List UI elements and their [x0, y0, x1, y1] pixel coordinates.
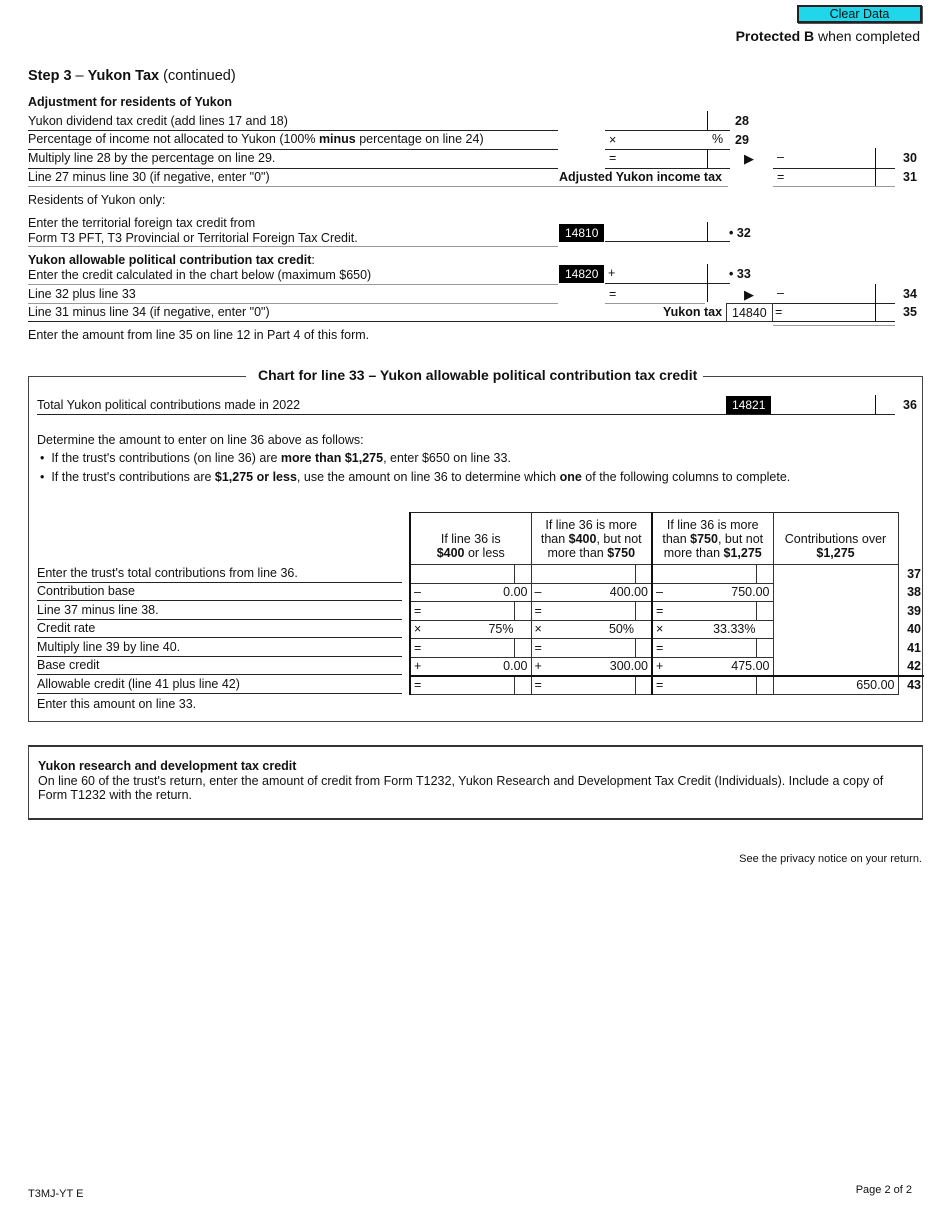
line-29-input[interactable]: [622, 132, 707, 148]
row-39-col-1[interactable]: [410, 602, 514, 621]
row-41-col-1[interactable]: [410, 639, 514, 658]
rate-value: 75%: [488, 622, 514, 637]
cents-divider: [875, 284, 876, 322]
divider: [37, 582, 402, 583]
line-31-input[interactable]: [790, 170, 874, 186]
col-4-blank: [773, 565, 898, 676]
row-40-col-3: [652, 620, 773, 639]
line-number-39: 39: [907, 603, 921, 618]
row-41-col-2[interactable]: [531, 639, 635, 658]
privacy-notice: See the privacy notice on your return.: [739, 853, 922, 865]
line-34-label: Line 32 plus line 33: [28, 287, 136, 301]
equals-operator: =: [656, 678, 664, 692]
equals-operator: =: [777, 170, 785, 184]
field-code-14840: 14840: [726, 303, 773, 322]
row-label-41: Multiply line 39 by line 40.: [37, 640, 181, 654]
row-38-col-3: [652, 583, 773, 602]
text: If line 36 is: [440, 532, 501, 546]
row-43-col-2[interactable]: [531, 676, 635, 695]
plus-operator: +: [608, 266, 616, 280]
cents-cell[interactable]: [514, 639, 531, 658]
line-33-input[interactable]: [620, 266, 706, 282]
row-39-col-2[interactable]: [531, 602, 635, 621]
line-number: 32: [736, 226, 751, 240]
line-number-28: 28: [735, 114, 749, 128]
cents-divider: [707, 222, 708, 241]
line-35-input[interactable]: [790, 305, 874, 321]
text-bold: more than $1,275: [280, 451, 384, 465]
equals-operator: =: [534, 678, 542, 692]
line-28-underline: [605, 130, 730, 131]
row-38-col-2: [531, 583, 652, 602]
text: If the trust's contributions are: [51, 470, 215, 484]
line-35-double-underline: [773, 325, 895, 326]
row-label-38: Contribution base: [37, 584, 135, 598]
clear-data-button[interactable]: Clear Data: [797, 5, 922, 23]
row-42-col-1: [410, 657, 531, 676]
line-36-underline: [37, 414, 895, 415]
line-30-left-underline: [605, 168, 730, 169]
protected-b-suffix: when completed: [814, 28, 920, 44]
text: , enter $650 on line 33.: [383, 451, 511, 465]
line-29-label: [28, 132, 484, 147]
line-number-43: 43: [907, 678, 921, 693]
line-34-input[interactable]: [790, 287, 874, 303]
row-42-col-3: [652, 657, 773, 676]
line-28-label: Yukon dividend tax credit (add lines 17 and 18): [28, 114, 288, 128]
minus-operator: –: [777, 150, 784, 164]
line-28-input[interactable]: [607, 113, 705, 129]
label-line-1: Enter the territorial foreign tax credit from: [28, 216, 256, 230]
equals-operator: =: [534, 603, 542, 618]
line-32-input[interactable]: [608, 224, 706, 240]
plus-operator: +: [656, 659, 664, 673]
label-text: Percentage of income not allocated to Yukon (100%: [28, 132, 319, 146]
equals-operator: =: [775, 305, 783, 319]
line-31-underline: [773, 186, 895, 187]
line-number-37: 37: [907, 566, 921, 581]
value: 475.00: [731, 659, 770, 673]
text-bold: $750: [607, 546, 636, 560]
spacer: [898, 513, 924, 565]
value: 400.00: [609, 585, 648, 600]
table-row-43: [410, 676, 924, 695]
column-header-1: [410, 513, 531, 565]
field-code-14821: 14821: [726, 396, 771, 414]
row-37-col-1[interactable]: [410, 565, 514, 584]
bullet: •: [729, 226, 734, 240]
cents-divider: [875, 395, 876, 414]
divider: [28, 130, 558, 131]
multiply-operator: ×: [656, 622, 664, 637]
text: If line 36 is more than: [662, 518, 759, 546]
credit-calculation-table: [409, 512, 924, 695]
text-bold: $1,275: [723, 546, 762, 560]
equals-operator: =: [609, 287, 617, 301]
line-number-33: [729, 267, 751, 281]
divider: [28, 321, 728, 322]
step-title: [28, 68, 236, 84]
cents-divider: [707, 149, 708, 168]
row-38-col-1: [410, 583, 531, 602]
field-code-14810: 14810: [559, 224, 604, 242]
divider: [28, 149, 558, 150]
cents-cell[interactable]: [635, 639, 652, 658]
step-number: Step 3: [28, 68, 72, 84]
text: of the following columns to complete.: [581, 470, 791, 484]
label-bold: Yukon allowable political contribution tax credit: [28, 253, 312, 267]
text-bold: $750: [690, 532, 718, 546]
cents-divider: [707, 264, 708, 302]
bullet: •: [729, 267, 734, 281]
line-number-40: 40: [907, 622, 921, 637]
line-number-38: 38: [907, 585, 921, 600]
dash: –: [71, 68, 88, 84]
research-development-box: [28, 745, 923, 820]
line-30-label: Multiply line 28 by the percentage on line 29.: [28, 151, 276, 165]
row-label-37: Enter the trust's total contributions from line 36.: [37, 566, 298, 580]
line-number-41: 41: [907, 640, 921, 655]
text: , but not more than: [547, 532, 642, 560]
chart-footer-note: Enter this amount on line 33.: [37, 697, 197, 711]
bullet-icon: •: [40, 451, 52, 465]
divider: [28, 284, 558, 285]
line-35-underline: [771, 321, 895, 322]
line-number-31: 31: [903, 170, 917, 184]
rate-value: 50%: [608, 622, 634, 637]
line-33-underline: [605, 283, 730, 284]
divider: [37, 637, 402, 638]
step-continued: (continued): [159, 68, 236, 84]
text-bold: $400: [436, 546, 465, 560]
column-header-3: [652, 513, 773, 565]
text-bold: $400: [568, 532, 597, 546]
multiply-operator: ×: [609, 133, 617, 147]
line-30-input[interactable]: [790, 151, 874, 167]
step-name: Yukon Tax: [87, 68, 160, 84]
protected-b-notice: [736, 28, 920, 44]
cents-cell[interactable]: [756, 639, 773, 658]
row-42-col-2: [531, 657, 652, 676]
line-number-34: 34: [903, 287, 917, 301]
line-number-29: 29: [735, 133, 749, 147]
text: If the trust's contributions (on line 36) are: [51, 451, 281, 465]
line-29-underline: [605, 149, 730, 150]
multiply-operator: ×: [414, 622, 422, 637]
bullet-icon: •: [40, 470, 52, 484]
equals-operator: =: [656, 640, 664, 655]
cents-cell[interactable]: [756, 676, 773, 695]
minus-operator: –: [777, 286, 784, 300]
line-36-label: Total Yukon political contributions made in 2022: [37, 398, 301, 412]
rate-value: 33.33%: [713, 622, 756, 637]
cents-cell[interactable]: [514, 676, 531, 695]
row-41-col-3[interactable]: [652, 639, 756, 658]
residents-intro: Residents of Yukon only:: [28, 193, 166, 207]
arrow-right-icon: ▶: [744, 151, 754, 166]
plus-operator: +: [414, 659, 422, 673]
label-bold: minus: [318, 132, 356, 146]
row-label-39: Line 37 minus line 38.: [37, 603, 159, 617]
form-id: T3MJ-YT E: [28, 1188, 84, 1200]
field-code-14820: 14820: [559, 265, 604, 283]
protected-b-label: Protected B: [735, 28, 815, 44]
line-32-underline: [605, 241, 730, 242]
cents-divider: [707, 111, 708, 130]
cents-cell[interactable]: [514, 565, 531, 584]
research-development-title: Yukon research and development tax credit: [38, 759, 297, 773]
equals-operator: =: [414, 640, 422, 655]
chart-instructions: Determine the amount to enter on line 36 above as follows:: [37, 433, 364, 447]
row-39-col-3[interactable]: [652, 602, 756, 621]
divider: [28, 186, 728, 187]
plus-operator: +: [534, 659, 542, 673]
line-number-35: 35: [903, 305, 917, 319]
page-number: Page 2 of 2: [855, 1184, 912, 1196]
section-title-adjustment: Adjustment for residents of Yukon: [28, 95, 232, 109]
divider: [28, 168, 558, 169]
divider: [37, 600, 402, 601]
row-40-col-2: [531, 620, 652, 639]
row-label-42: Base credit: [37, 658, 100, 672]
text-bold: one: [559, 470, 582, 484]
row-37-col-2[interactable]: [531, 565, 635, 584]
row-40-col-1: [410, 620, 531, 639]
line-number-32: [729, 226, 751, 240]
text: Contributions over: [784, 532, 887, 546]
percent-sign: %: [712, 132, 724, 146]
equals-operator: =: [534, 640, 542, 655]
value: 0.00: [503, 585, 528, 600]
value: 0.00: [503, 659, 528, 673]
divider: [28, 246, 558, 247]
divider: [37, 693, 402, 694]
equals-operator: =: [414, 678, 422, 692]
cents-cell[interactable]: [514, 602, 531, 621]
chart-bullet-1: [40, 451, 511, 466]
column-header-2: [531, 513, 652, 565]
line-35-label: Line 31 minus line 34 (if negative, enter "0"): [28, 305, 270, 319]
divider: [28, 303, 558, 304]
line-36-input[interactable]: [775, 397, 873, 413]
line-30-underline: [773, 168, 895, 169]
text: , but not more than: [663, 532, 764, 560]
value: 750.00: [731, 585, 770, 600]
cents-cell[interactable]: [635, 676, 652, 695]
cents-cell[interactable]: [756, 602, 773, 621]
row-37-col-3[interactable]: [652, 565, 756, 584]
label-text: percentage on line 24): [355, 132, 484, 146]
line-32-label: [28, 216, 358, 246]
text-bold: $1,275 or less: [214, 470, 297, 484]
yukon-tax-label: Yukon tax: [663, 305, 723, 319]
value: 300.00: [609, 659, 648, 673]
cents-cell[interactable]: [635, 602, 652, 621]
text: or less: [464, 546, 505, 560]
text-bold: $1,275: [816, 546, 855, 560]
row-label-43: Allowable credit (line 41 plus line 42): [37, 677, 240, 691]
line-30-calc-input[interactable]: [622, 151, 706, 167]
line-number: 33: [736, 267, 751, 281]
chart-border-top-right: [703, 376, 923, 377]
line-34-underline: [773, 303, 895, 304]
chart-title: Chart for line 33 – Yukon allowable political contribution tax credit: [258, 367, 698, 383]
row-43-col-1[interactable]: [410, 676, 514, 695]
divider: [37, 619, 402, 620]
line-number-30: 30: [903, 151, 917, 165]
label-line-2: Enter the credit calculated in the chart below (maximum $650): [28, 268, 372, 282]
minus-operator: –: [414, 585, 421, 600]
chart-bullet-2: [40, 470, 790, 485]
cents-cell[interactable]: [635, 565, 652, 584]
research-development-body: On line 60 of the trust's return, enter the amount of credit from Form T1232, Yukon Research and Development Tax Credit (Individuals). Include a copy of Form T1232 with the return.: [38, 773, 884, 802]
equals-operator: =: [414, 603, 422, 618]
divider: [37, 674, 402, 675]
cents-divider: [875, 148, 876, 186]
row-43-col-3[interactable]: [652, 676, 756, 695]
row-label-40: Credit rate: [37, 621, 96, 635]
line-33-label: [28, 253, 371, 283]
text: , use the amount on line 36 to determine which: [296, 470, 560, 484]
row-43-col-4-value: 650.00: [773, 676, 898, 695]
divider: [37, 656, 402, 657]
line-35-note: Enter the amount from line 35 on line 12 in Part 4 of this form.: [28, 328, 370, 342]
label-line-2: Form T3 PFT, T3 Provincial or Territorial Foreign Tax Credit.: [28, 231, 358, 245]
adjusted-yukon-income-tax-label: Adjusted Yukon income tax: [559, 170, 723, 184]
equals-operator: =: [656, 603, 664, 618]
table-row-37: [410, 565, 924, 584]
equals-operator: =: [609, 151, 617, 165]
column-header-4: [773, 513, 898, 565]
multiply-operator: ×: [534, 622, 542, 637]
line-31-label: Line 27 minus line 30 (if negative, enter "0"): [28, 170, 270, 184]
text: If line 36 is more than: [540, 518, 638, 546]
line-34-calc-input[interactable]: [622, 287, 706, 303]
arrow-right-icon: ▶: [744, 287, 754, 302]
chart-border-top-left: [28, 376, 246, 377]
colon: :: [311, 253, 315, 267]
line-number-42: 42: [907, 658, 921, 673]
minus-operator: –: [534, 585, 542, 600]
line-number-36: 36: [903, 398, 917, 412]
line-34-left-underline: [605, 303, 705, 304]
cents-cell[interactable]: [756, 565, 773, 584]
minus-operator: –: [656, 585, 663, 600]
